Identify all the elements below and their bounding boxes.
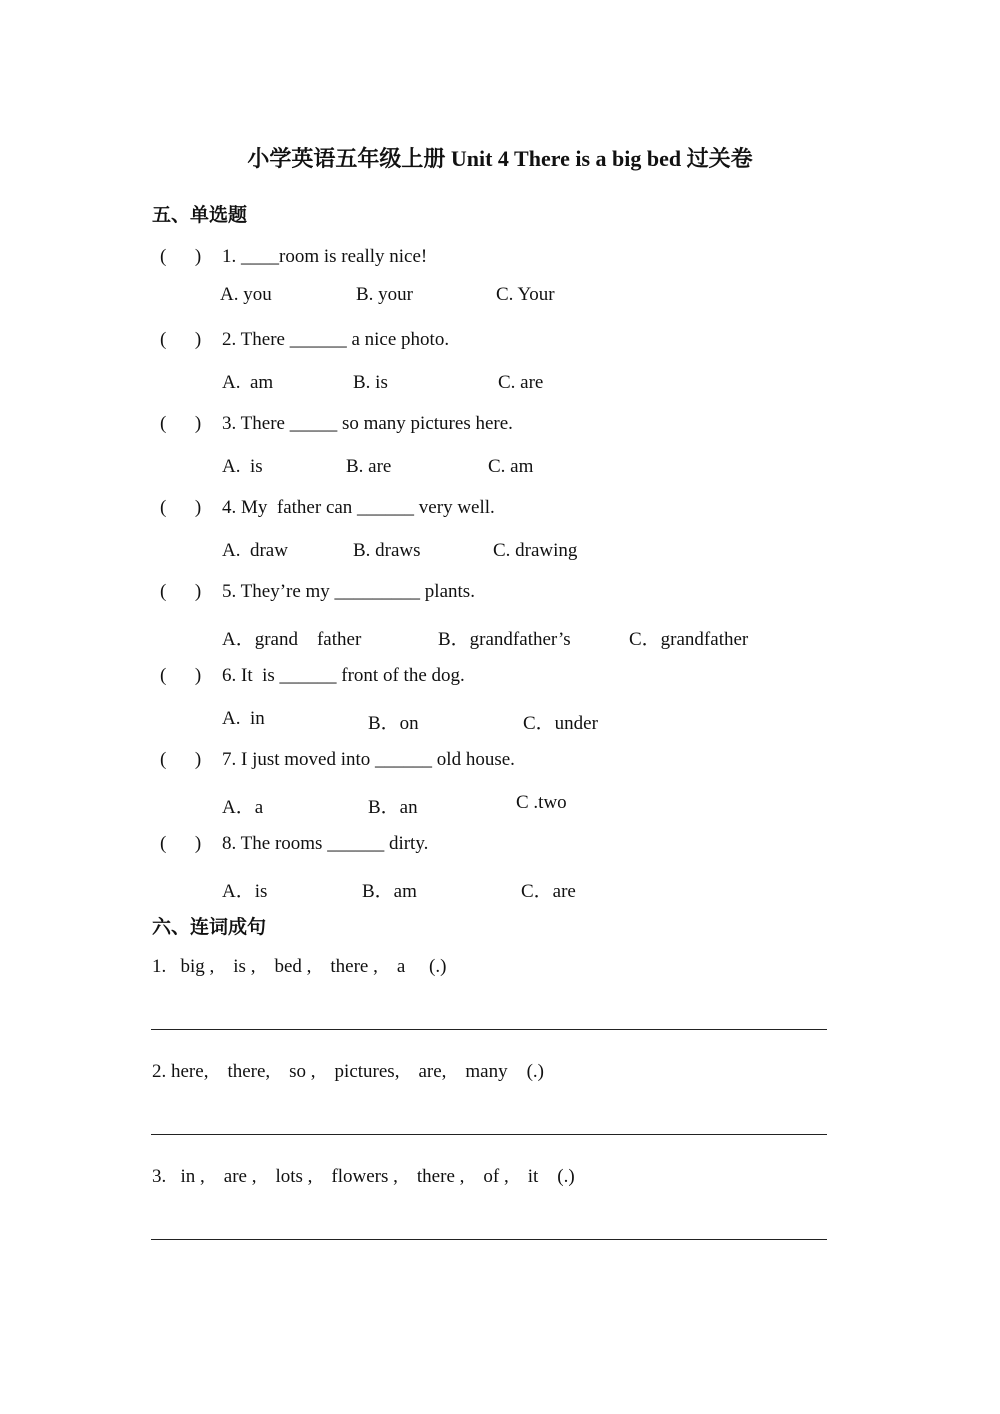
- answer-bracket[interactable]: ( ): [160, 665, 202, 686]
- q3-option-a: A. is: [222, 456, 263, 477]
- q1-option-b: B. your: [356, 284, 413, 305]
- question-4: 4. My father can ______ very well.: [222, 497, 495, 518]
- answer-bracket[interactable]: ( ): [160, 497, 202, 518]
- q6-option-c: C．under: [523, 713, 598, 734]
- reorder-item-1: 1. big , is , bed , there , a (.): [152, 956, 447, 977]
- answer-bracket[interactable]: ( ): [160, 749, 202, 770]
- q3-option-b: B. are: [346, 456, 392, 477]
- q6-option-b: B．on: [368, 713, 419, 734]
- q2-option-b: B. is: [353, 372, 388, 393]
- question-2: 2. There ______ a nice photo.: [222, 329, 450, 350]
- q1-option-c: C. Your: [496, 284, 555, 305]
- answer-bracket[interactable]: ( ): [160, 246, 202, 267]
- section-6-heading: 六、连词成句: [152, 917, 267, 938]
- q1-option-a: A. you: [220, 284, 272, 305]
- q6-option-a: A. in: [222, 708, 265, 729]
- q7-option-c: C .two: [516, 792, 567, 813]
- question-1: 1. ____room is really nice!: [222, 246, 428, 267]
- reorder-item-2: 2. here, there, so , pictures, are, many (.): [152, 1061, 545, 1082]
- q8-option-b: B．am: [362, 881, 417, 902]
- question-7: 7. I just moved into ______ old house.: [222, 749, 515, 770]
- q3-option-c: C. am: [488, 456, 534, 477]
- q4-option-b: B. draws: [353, 540, 421, 561]
- q5-option-c: C．grandfather: [629, 629, 749, 650]
- reorder-item-3: 3. in , are , lots , flowers , there , of , it (.): [152, 1166, 575, 1187]
- q4-option-a: A. draw: [222, 540, 288, 561]
- answer-bracket[interactable]: ( ): [160, 413, 202, 434]
- page-title: 小学英语五年级上册 Unit 4 There is a big bed 过关卷: [247, 146, 753, 171]
- q2-option-c: C. are: [498, 372, 544, 393]
- answer-bracket[interactable]: ( ): [160, 329, 202, 350]
- question-6: 6. It is ______ front of the dog.: [222, 665, 465, 686]
- q4-option-c: C. drawing: [493, 540, 578, 561]
- answer-line-2[interactable]: [151, 1134, 827, 1135]
- q7-option-a: A．a: [222, 797, 264, 818]
- q2-option-a: A. am: [222, 372, 274, 393]
- answer-bracket[interactable]: ( ): [160, 581, 202, 602]
- answer-bracket[interactable]: ( ): [160, 833, 202, 854]
- section-5-heading: 五、单选题: [152, 205, 248, 226]
- answer-line-1[interactable]: [151, 1029, 827, 1030]
- question-5: 5. They’re my _________ plants.: [222, 581, 475, 602]
- question-3: 3. There _____ so many pictures here.: [222, 413, 513, 434]
- question-8: 8. The rooms ______ dirty.: [222, 833, 429, 854]
- q5-option-a: A．grand father: [222, 629, 362, 650]
- q7-option-b: B．an: [368, 797, 418, 818]
- answer-line-3[interactable]: [151, 1239, 827, 1240]
- q8-option-a: A．is: [222, 881, 268, 902]
- q8-option-c: C．are: [521, 881, 576, 902]
- q5-option-b: B．grandfather’s: [438, 629, 571, 650]
